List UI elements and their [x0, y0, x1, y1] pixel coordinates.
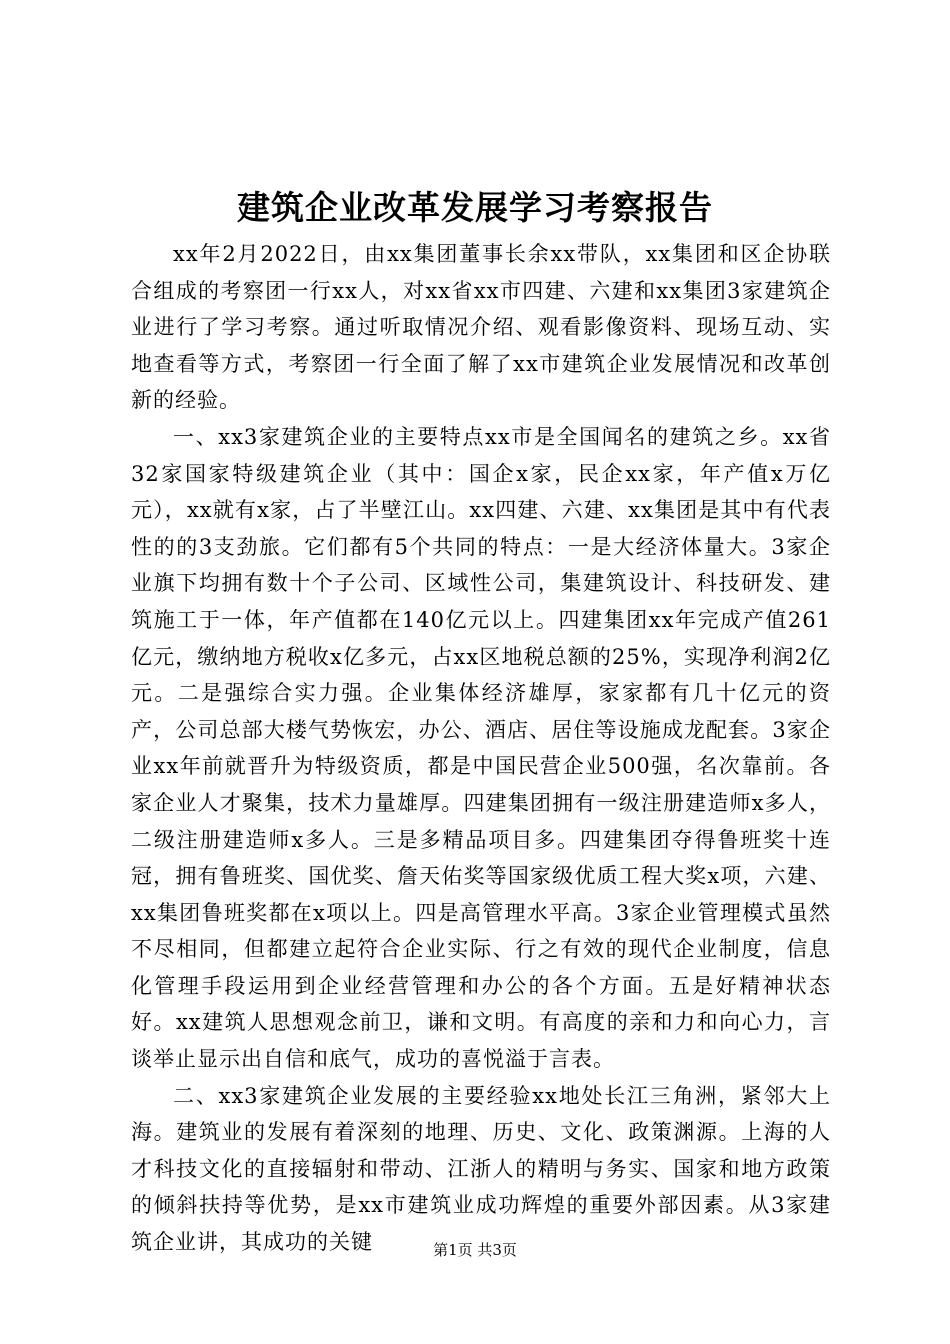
page-number-footer: 第1页 共3页 — [433, 1241, 517, 1259]
paragraph-section-one: 一、xx3家建筑企业的主要特点xx市是全国闻名的建筑之乡。xx省32家国家特级建筑企业（其中：国企x家，民企xx家，年产值x万亿元），xx就有x家，占了半壁江山。xx四建、六建、xx集团是其中有代表性的的3支劲旅。它们都有5个共同的特点：一是大经济体量大。3家企业旗下均拥有数十个子公司、区域性公司，集建筑设计、科技研发、建筑施工于一体，年产值都在140亿元以上。四建集团xx年完成产值261亿元，缴纳地方税收x亿多元，占xx区地税总额的25%，实现净利润2亿元。二是强综合实力强。企业集体经济雄厚，家家都有几十亿元的资产，公司总部大楼气势恢宏，办公、酒店、居住等设施成龙配套。3家企业xx年前就晋升为特级资质，都是中国民营企业500强，名次靠前。各家企业人才聚集，技术力量雄厚。四建集团拥有一级注册建造师x多人，二级注册建造师x多人。三是多精品项目多。四建集团夺得鲁班奖十连冠，拥有鲁班奖、国优奖、詹天佑奖等国家级优质工程大奖x项，六建、xx集团鲁班奖都在x项以上。四是高管理水平高。3家企业管理模式虽然不尽相同，但都建立起符合企业实际、行之有效的现代企业制度，信息化管理手段运用到企业经营管理和办公的各个方面。五是好精神状态好。xx建筑人思想观念前卫，谦和文明。有高度的亲和力和向心力，言谈举止显示出自信和底气，成功的喜悦溢于言表。 — [131, 424, 831, 1072]
paragraph-intro: xx年2月2022日，由xx集团董事长余xx带队，xx集团和区企协联合组成的考察团一行xx人，对xx省xx市四建、六建和xx集团3家建筑企业进行了学习考察。通过听取情况介绍、观看影像资料、现场互动、实地查看等方式，考察团一行全面了解了xx市建筑企业发展情况和改革创新的经验。 — [131, 242, 831, 413]
paragraph-section-two: 二、xx3家建筑企业发展的主要经验xx地处长江三角洲，紧邻大上海。建筑业的发展有着深刻的地理、历史、文化、政策渊源。上海的人才科技文化的直接辐射和带动、江浙人的精明与务实、国家和地方政策的倾斜扶持等优势，是xx市建筑业成功辉煌的重要外部因素。从3家建筑企业讲，其成功的关键 — [131, 1083, 831, 1255]
document-title: 建筑企业改革发展学习考察报告 — [237, 188, 713, 227]
document-body — [131, 236, 831, 1261]
